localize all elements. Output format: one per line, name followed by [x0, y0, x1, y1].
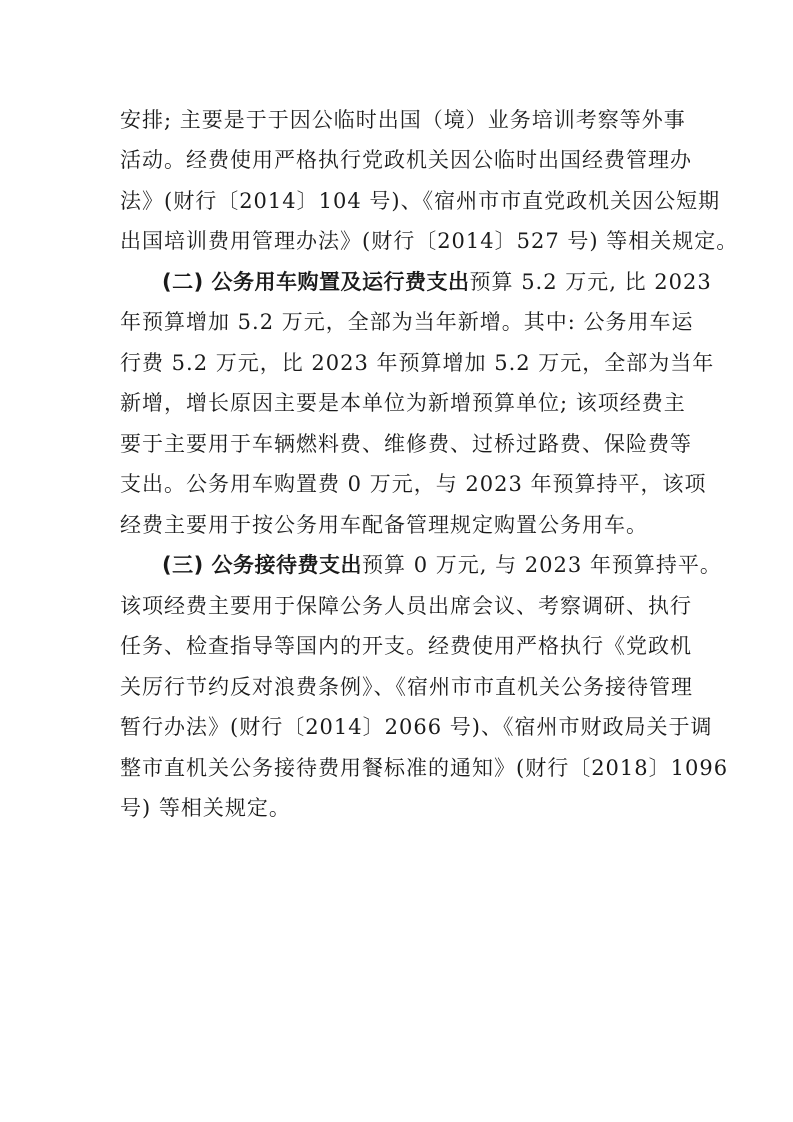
- paragraph-1-line-4: 出国培训费用管理办法》(财行〔2014〕527 号) 等相关规定。: [120, 229, 739, 253]
- paragraph-2-first-line: [162, 263, 712, 301]
- paragraph-2-line-7: 经费主要用于按公务用车配备管理规定购置公务用车。: [120, 513, 648, 537]
- paragraph-1-line-2: 活动。经费使用严格执行党政机关因公临时出国经费管理办: [120, 148, 692, 172]
- paragraph-2-line-2: 年预算增加 5.2 万元，全部为当年新增。其中: 公务用车运: [120, 310, 694, 334]
- paragraph-2-line-3: 行费 5.2 万元，比 2023 年预算增加 5.2 万元，全部为当年: [120, 351, 715, 375]
- paragraph-2-first-line-text: 预算 5.2 万元, 比 2023: [469, 270, 712, 294]
- paragraph-3-line-5: 暂行办法》(财行〔2014〕2066 号)、《宿州市财政局关于调: [120, 715, 713, 739]
- paragraph-1-line-1: 安排; 主要是于于因公临时出国（境）业务培训考察等外事: [120, 108, 686, 132]
- paragraph-2-line-5: 要于主要用于车辆燃料费、维修费、过桥过路费、保险费等: [120, 432, 692, 456]
- paragraph-2-line-4: 新增，增长原因主要是本单位为新增预算单位; 该项经费主: [120, 391, 686, 415]
- paragraph-3-line-7: 号) 等相关规定。: [120, 796, 291, 820]
- paragraph-2-line-6: 支出。公务用车购置费 0 万元，与 2023 年预算持平，该项: [120, 472, 707, 496]
- paragraph-3-line-3: 任务、检查指导等国内的开支。经费使用严格执行《党政机: [120, 634, 692, 658]
- paragraph-3-first-line-text: 预算 0 万元, 与 2023 年预算持平。: [362, 553, 722, 577]
- paragraph-3-line-4: 关厉行节约反对浪费条例》、《宿州市市直机关公务接待管理: [120, 675, 693, 699]
- paragraph-3-heading: (三) 公务接待费支出: [162, 553, 363, 577]
- paragraph-1-line-3: 法》(财行〔2014〕104 号)、《宿州市市直党政机关因公短期: [120, 189, 721, 213]
- paragraph-3-line-6: 整市直机关公务接待费用餐标准的通知》(财行〔2018〕1096: [120, 756, 729, 780]
- paragraph-2-heading: (二) 公务用车购置及运行费支出: [162, 270, 470, 294]
- paragraph-3-first-line: [162, 546, 722, 584]
- paragraph-3-line-2: 该项经费主要用于保障公务人员出席会议、考察调研、执行: [120, 594, 692, 618]
